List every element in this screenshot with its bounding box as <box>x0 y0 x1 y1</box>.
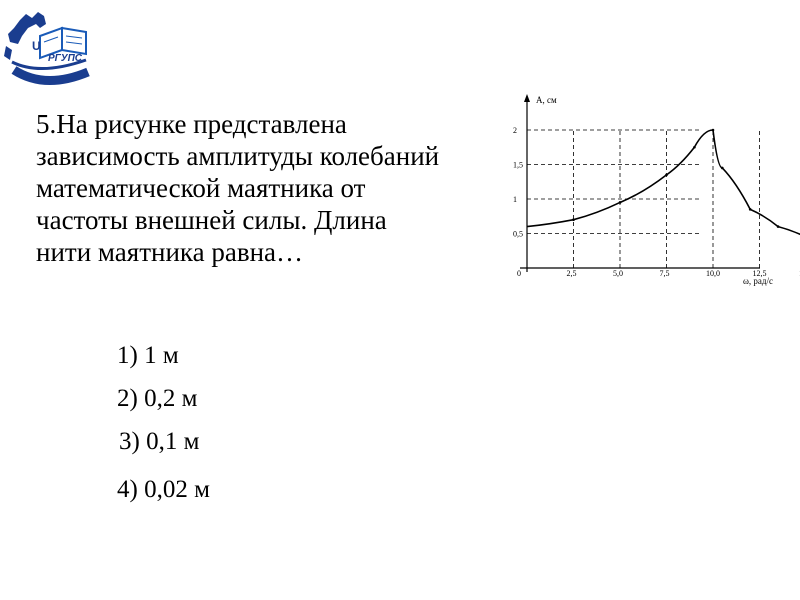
y-tick-label: 0,5 <box>513 229 523 239</box>
x-tick-label: 7,5 <box>659 269 670 278</box>
data-point <box>749 208 752 211</box>
y-tick-label: 2 <box>513 126 517 135</box>
data-point <box>693 146 696 149</box>
question-line: частоты внешней силы. Длина <box>36 205 387 235</box>
grid-lines <box>527 130 800 268</box>
tick-labels <box>513 126 800 278</box>
x-tick-label: 10,0 <box>706 269 720 278</box>
data-point <box>619 201 622 204</box>
origin-label: 0 <box>517 269 521 278</box>
answer-option-4[interactable]: 4) 0,02 м <box>117 476 210 503</box>
y-axis-arrow <box>524 94 530 102</box>
question-line: 5.На рисунке представлена <box>36 109 347 139</box>
x-tick-label: 5,0 <box>613 269 623 278</box>
y-tick-label: 1 <box>513 195 517 204</box>
answer-option-3[interactable]: 3) 0,1 м <box>119 428 200 455</box>
x-axis-label: ω, рад/с <box>743 276 773 286</box>
question-line: нити маятника равна… <box>36 237 304 267</box>
x-tick-label: 2,5 <box>566 269 577 278</box>
amplitude-curve <box>527 130 800 240</box>
question-line: зависимость амплитуды колебаний <box>36 141 440 171</box>
data-point <box>665 174 668 177</box>
x-tick-label: 12,5 <box>752 269 767 278</box>
data-point <box>777 225 780 228</box>
y-axis-label: A, см <box>536 95 557 105</box>
answer-option-2[interactable]: 2) 0,2 м <box>117 385 198 412</box>
question-line: математической маятника от <box>36 173 366 203</box>
data-point <box>712 129 715 132</box>
curve <box>527 129 800 241</box>
y-tick-label: 1,5 <box>513 160 523 170</box>
logo-letter: U <box>32 39 41 53</box>
answer-option-1[interactable]: 1) 1 м <box>117 342 179 369</box>
data-point <box>572 218 575 221</box>
logo-text: РГУПС <box>48 53 82 64</box>
data-point <box>721 167 724 170</box>
